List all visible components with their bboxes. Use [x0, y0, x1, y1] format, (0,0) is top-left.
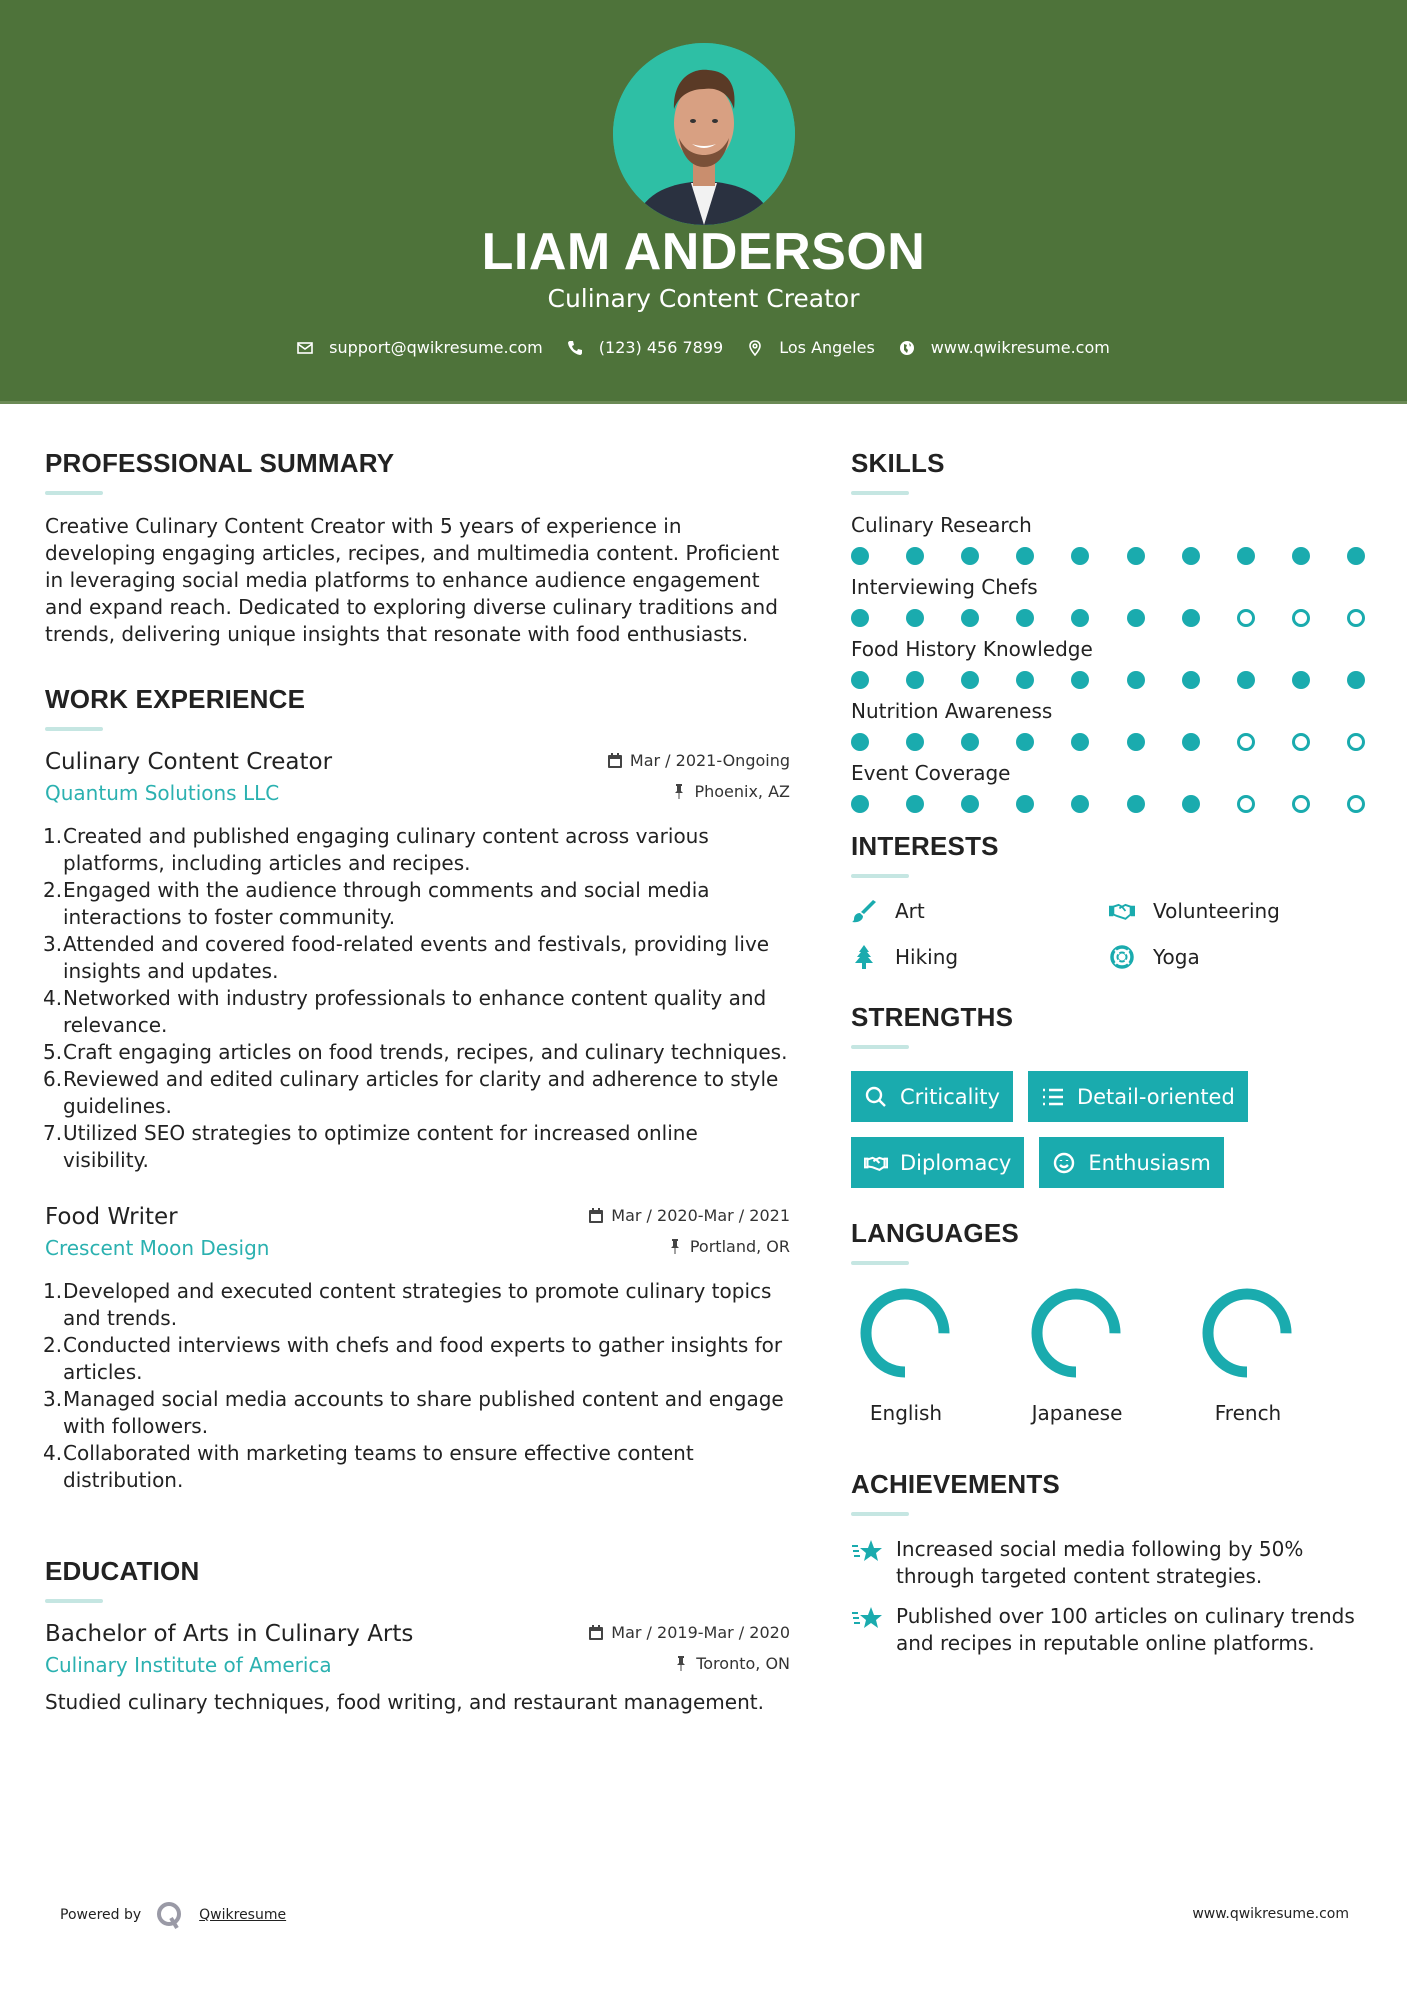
rating-dot-filled — [1127, 609, 1145, 627]
rating-dot-empty — [1292, 733, 1310, 751]
skill-name: Event Coverage — [851, 761, 1011, 785]
education-meta — [589, 1621, 790, 1674]
interest-item — [1109, 896, 1367, 926]
section-underline — [851, 1045, 909, 1049]
job-meta — [608, 749, 790, 802]
globe-icon — [899, 340, 915, 356]
candidate-title: Culinary Content Creator — [547, 284, 860, 313]
strength-label: Enthusiasm — [1088, 1150, 1211, 1175]
candidate-name: LIAM ANDERSON — [481, 223, 926, 281]
contact-location — [747, 338, 875, 357]
rating-dot-filled — [961, 671, 979, 689]
interest-item — [851, 896, 1109, 926]
skill-name: Food History Knowledge — [851, 637, 1093, 661]
rating-dot-filled — [1292, 671, 1310, 689]
map-marker-icon — [747, 340, 763, 356]
section-title: LANGUAGES — [851, 1218, 1019, 1248]
rating-dot-filled — [1182, 795, 1200, 813]
rating-dot-filled — [906, 671, 924, 689]
contact-website[interactable] — [899, 338, 1110, 357]
strength-tag — [851, 1137, 1024, 1188]
interest-label: Volunteering — [1153, 899, 1280, 923]
summary-text: Creative Culinary Content Creator with 5 years of experience in developing engaging articles, recipes, and multimedia content. Proficient in leveraging social media platforms to enhance audience engagement and expand reach. Dedicated to exploring diverse culinary traditions and trends, delivering unique insights that resonate with food enthusiasts. — [45, 514, 780, 646]
smile-icon — [1052, 1152, 1076, 1174]
interest-label: Hiking — [895, 945, 959, 969]
section-underline — [45, 727, 103, 731]
education-location: Toronto, ON — [696, 1653, 790, 1673]
rating-dot-filled — [1237, 671, 1255, 689]
work-experience-section — [45, 684, 790, 1494]
skill-rating — [851, 733, 1365, 751]
calendar-icon — [608, 753, 622, 768]
rating-dot-empty — [1292, 609, 1310, 627]
language-progress-ring — [1201, 1287, 1293, 1379]
rating-dot-filled — [961, 733, 979, 751]
interest-item — [1109, 942, 1367, 972]
section-title: ACHIEVEMENTS — [851, 1469, 1060, 1499]
professional-summary-section — [45, 448, 790, 648]
shooting-star-icon — [851, 1538, 883, 1566]
rating-dot-filled — [851, 671, 869, 689]
language-item — [1193, 1287, 1364, 1425]
pushpin-icon — [668, 1239, 682, 1254]
rating-dot-filled — [1016, 733, 1034, 751]
contact-email-text: support@qwikresume.com — [329, 338, 543, 357]
rating-dot-filled — [1071, 547, 1089, 565]
pushpin-icon — [674, 1656, 688, 1671]
skill-rating — [851, 795, 1365, 813]
achievement-item — [851, 1603, 1371, 1657]
rating-dot-filled — [961, 795, 979, 813]
footer-website[interactable]: www.qwikresume.com — [1192, 1906, 1349, 1922]
rating-dot-empty — [1347, 733, 1365, 751]
rating-dot-filled — [1016, 671, 1034, 689]
contact-phone[interactable] — [567, 338, 723, 357]
contact-bar — [0, 338, 1407, 357]
skill-item — [851, 637, 1371, 689]
rating-dot-filled — [1071, 609, 1089, 627]
section-title: INTERESTS — [851, 831, 999, 861]
section-underline — [851, 491, 909, 495]
achievement-text: Increased social media following by 50% through targeted content strategies. — [896, 1537, 1304, 1588]
duty-item: Conducted interviews with chefs and food experts to gather insights for articles. — [63, 1333, 783, 1384]
skill-name: Nutrition Awareness — [851, 699, 1053, 723]
rating-dot-filled — [851, 733, 869, 751]
search-icon — [864, 1086, 888, 1108]
list-icon — [1041, 1086, 1065, 1108]
strength-label: Detail-oriented — [1076, 1084, 1235, 1109]
rating-dot-empty — [1347, 795, 1365, 813]
duty-item: Networked with industry professionals to enhance content quality and relevance. — [63, 986, 767, 1037]
handshake-icon — [1109, 899, 1135, 923]
pushpin-icon — [672, 784, 686, 799]
rating-dot-empty — [1237, 609, 1255, 627]
qwikresume-logo-icon — [155, 1900, 185, 1930]
school-name: Culinary Institute of America — [45, 1653, 332, 1677]
company-name: Crescent Moon Design — [45, 1236, 270, 1260]
rating-dot-filled — [1071, 795, 1089, 813]
handshake-icon — [864, 1152, 888, 1174]
duty-item: Attended and covered food-related events and festivals, providing live insights and updates. — [63, 932, 770, 983]
rating-dot-filled — [906, 609, 924, 627]
powered-by-label: Powered by — [60, 1907, 142, 1923]
skill-rating — [851, 547, 1365, 565]
contact-phone-text: (123) 456 7899 — [598, 338, 724, 357]
rating-dot-filled — [1182, 671, 1200, 689]
rating-dot-filled — [1347, 671, 1365, 689]
calendar-icon — [589, 1208, 603, 1223]
phone-icon — [567, 340, 583, 356]
skill-item — [851, 513, 1371, 565]
contact-location-text: Los Angeles — [779, 338, 875, 357]
degree-title: Bachelor of Arts in Culinary Arts — [45, 1621, 414, 1647]
strength-tag — [1039, 1137, 1223, 1188]
skill-item — [851, 699, 1371, 751]
rating-dot-filled — [961, 547, 979, 565]
paintbrush-icon — [851, 899, 877, 923]
rating-dot-filled — [1016, 547, 1034, 565]
rating-dot-filled — [1127, 547, 1145, 565]
language-name: French — [1214, 1401, 1282, 1425]
interest-label: Art — [895, 899, 925, 923]
language-name: Japanese — [1031, 1401, 1123, 1425]
interest-item — [851, 942, 1109, 972]
skill-name: Culinary Research — [851, 513, 1032, 537]
section-underline — [851, 1261, 909, 1265]
qwikresume-link[interactable]: Qwikresume — [199, 1907, 287, 1923]
language-item — [1022, 1287, 1193, 1425]
skill-name: Interviewing Chefs — [851, 575, 1038, 599]
strength-tag — [851, 1071, 1013, 1122]
duty-item: Engaged with the audience through comments and social media interactions to foster community. — [63, 878, 710, 929]
tree-icon — [851, 945, 877, 969]
rating-dot-filled — [906, 795, 924, 813]
strength-label: Diplomacy — [900, 1150, 1012, 1175]
section-title: STRENGTHS — [851, 1002, 1014, 1032]
duty-item: Managed social media accounts to share published content and engage with followers. — [63, 1387, 784, 1438]
job-meta — [589, 1204, 790, 1257]
skill-rating — [851, 671, 1365, 689]
education-description: Studied culinary techniques, food writing, and restaurant management. — [45, 1690, 764, 1714]
strength-label: Criticality — [900, 1084, 1000, 1109]
interest-label: Yoga — [1153, 945, 1200, 969]
section-title: SKILLS — [851, 448, 945, 478]
envelope-icon — [297, 340, 313, 356]
language-progress-ring — [1030, 1287, 1122, 1379]
job-duties-list — [45, 1278, 790, 1494]
calendar-icon — [589, 1625, 603, 1640]
section-underline — [851, 1512, 909, 1516]
rating-dot-filled — [1016, 609, 1034, 627]
rating-dot-empty — [1237, 795, 1255, 813]
job-entry — [45, 749, 790, 1174]
skill-item — [851, 575, 1371, 627]
duty-item: Reviewed and edited culinary articles for clarity and adherence to style guidelines. — [63, 1067, 779, 1118]
rating-dot-filled — [1237, 547, 1255, 565]
rating-dot-filled — [1182, 547, 1200, 565]
duty-item: Utilized SEO strategies to optimize content for increased online visibility. — [63, 1121, 698, 1172]
rating-dot-filled — [906, 733, 924, 751]
rating-dot-filled — [1071, 733, 1089, 751]
rating-dot-empty — [1237, 733, 1255, 751]
rating-dot-filled — [1292, 547, 1310, 565]
life-ring-icon — [1109, 945, 1135, 969]
job-dates: Mar / 2021-Ongoing — [629, 750, 790, 770]
footer-powered-by — [60, 1900, 286, 1930]
rating-dot-filled — [961, 609, 979, 627]
rating-dot-filled — [1016, 795, 1034, 813]
section-title: EDUCATION — [45, 1556, 200, 1586]
section-underline — [45, 1599, 103, 1603]
rating-dot-filled — [1347, 547, 1365, 565]
strength-tag — [1028, 1071, 1248, 1122]
job-title: Culinary Content Creator — [45, 749, 333, 775]
education-entry — [45, 1621, 790, 1716]
achievement-item — [851, 1536, 1371, 1590]
duty-item: Created and published engaging culinary content across various platforms, including articles and recipes. — [63, 824, 709, 875]
rating-dot-filled — [906, 547, 924, 565]
rating-dot-filled — [851, 547, 869, 565]
rating-dot-filled — [1071, 671, 1089, 689]
achievements-section — [851, 1469, 1371, 1657]
language-name: English — [869, 1401, 943, 1425]
shooting-star-icon — [851, 1605, 883, 1633]
skills-section — [851, 448, 1371, 813]
skill-rating — [851, 609, 1365, 627]
job-location: Portland, OR — [689, 1236, 790, 1256]
contact-email[interactable] — [297, 338, 543, 357]
profile-photo — [613, 43, 795, 225]
job-location: Phoenix, AZ — [694, 781, 790, 801]
languages-list — [851, 1287, 1371, 1425]
section-underline — [45, 491, 103, 495]
education-section — [45, 1556, 790, 1716]
languages-section — [851, 1218, 1371, 1425]
rating-dot-empty — [1347, 609, 1365, 627]
left-column — [45, 448, 790, 1746]
skill-item — [851, 761, 1371, 813]
rating-dot-filled — [1127, 795, 1145, 813]
language-item — [851, 1287, 1022, 1425]
section-title: PROFESSIONAL SUMMARY — [45, 448, 395, 478]
achievement-text: Published over 100 articles on culinary trends and recipes in reputable online platforms. — [896, 1604, 1355, 1655]
rating-dot-filled — [851, 795, 869, 813]
job-duties-list — [45, 823, 790, 1174]
job-entry — [45, 1204, 790, 1494]
rating-dot-filled — [1182, 733, 1200, 751]
contact-website-text: www.qwikresume.com — [930, 338, 1110, 357]
section-underline — [851, 874, 909, 878]
job-dates: Mar / 2020-Mar / 2021 — [611, 1205, 790, 1225]
education-dates: Mar / 2019-Mar / 2020 — [611, 1622, 790, 1642]
profile-photo-image — [613, 43, 795, 225]
rating-dot-filled — [851, 609, 869, 627]
job-title: Food Writer — [45, 1204, 178, 1230]
interests-list — [851, 896, 1371, 972]
rating-dot-empty — [1292, 795, 1310, 813]
duty-item: Collaborated with marketing teams to ensure effective content distribution. — [63, 1441, 694, 1492]
section-title: WORK EXPERIENCE — [45, 684, 306, 714]
rating-dot-filled — [1182, 609, 1200, 627]
company-name: Quantum Solutions LLC — [45, 781, 280, 805]
strengths-list — [851, 1071, 1371, 1188]
rating-dot-filled — [1127, 671, 1145, 689]
duty-item: Craft engaging articles on food trends, recipes, and culinary techniques. — [63, 1040, 788, 1064]
strengths-section — [851, 1002, 1371, 1188]
right-column — [851, 448, 1371, 1670]
interests-section — [851, 831, 1371, 972]
skills-list — [851, 513, 1371, 813]
duty-item: Developed and executed content strategies to promote culinary topics and trends. — [63, 1279, 772, 1330]
language-progress-ring — [859, 1287, 951, 1379]
resume-header — [0, 0, 1407, 404]
rating-dot-filled — [1127, 733, 1145, 751]
